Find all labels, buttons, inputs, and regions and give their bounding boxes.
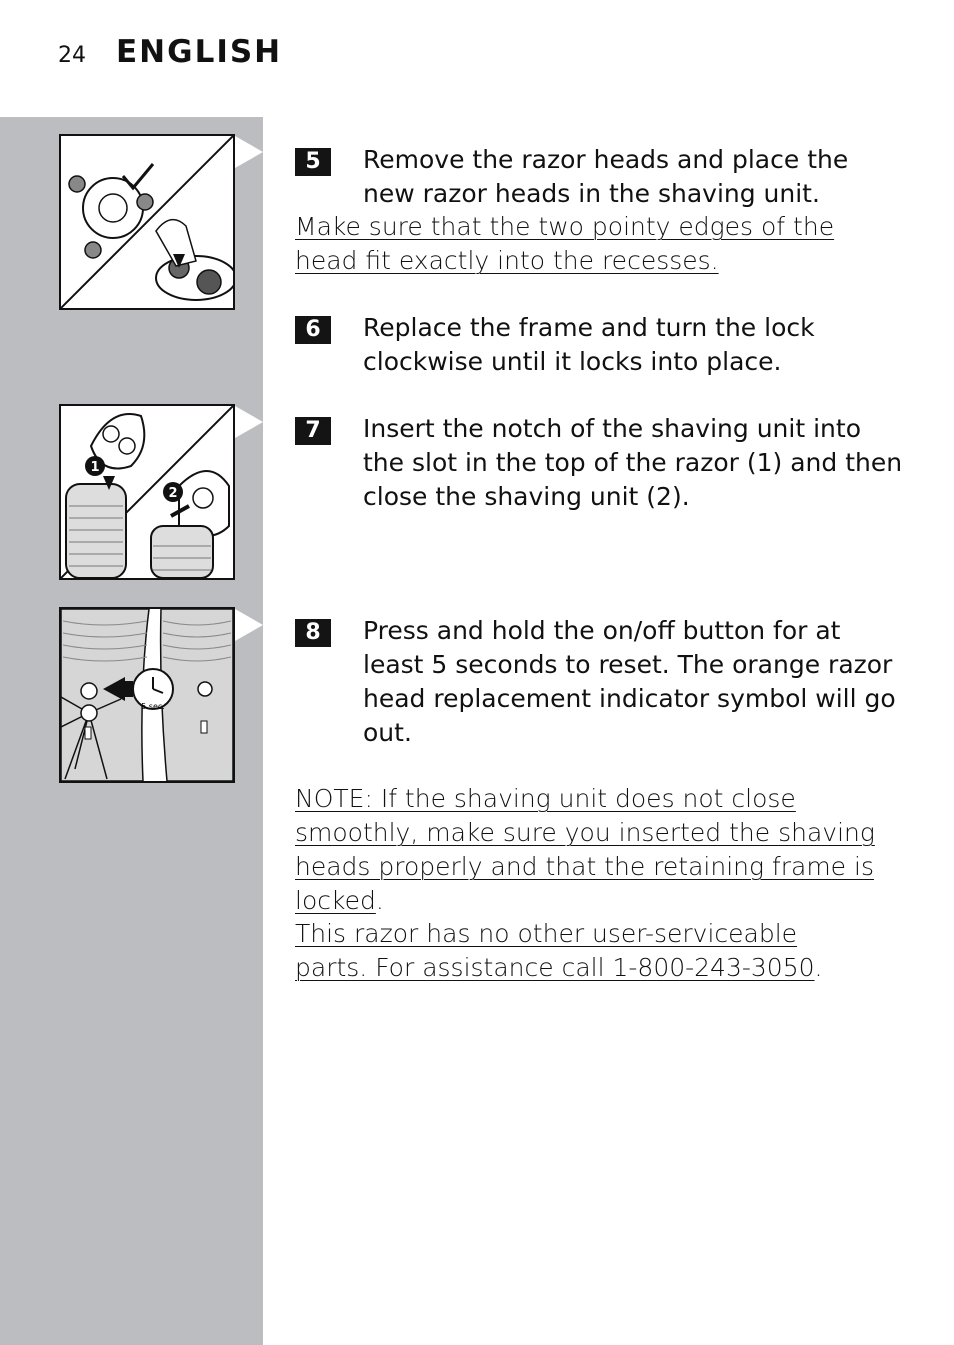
note-assistance xyxy=(295,917,875,985)
marker-2-label: 2 xyxy=(168,486,178,501)
note-smooth-close-text: NOTE: If the shaving unit does not close smoothly, make sure you inserted the shaving heads properly and that the retaining frame is locked xyxy=(295,784,875,915)
step-text: Remove the razor heads and place the new razor heads in the shaving unit. xyxy=(363,145,849,208)
power-icon xyxy=(81,683,97,699)
step-text: Press and hold the on/off button for at least 5 seconds to reset. The orange razor head replacement indicator symbol will go out. xyxy=(363,616,896,747)
step-6 xyxy=(295,311,905,379)
note-smooth-close-period: . xyxy=(375,886,384,915)
pointer-arrow xyxy=(235,136,263,168)
step-number-badge: 5 xyxy=(295,148,331,176)
step-number-badge: 6 xyxy=(295,316,331,344)
page-header xyxy=(58,34,282,70)
step-7 xyxy=(295,412,905,514)
step-number-badge: 7 xyxy=(295,417,331,445)
page-number: 24 xyxy=(58,43,86,68)
step-5 xyxy=(295,143,905,211)
illustration-razor-heads xyxy=(59,134,235,310)
note-assistance-period: . xyxy=(814,953,823,982)
note-head-fit-text: Make sure that the two pointy edges of the head fit exactly into the recesses. xyxy=(295,212,835,275)
note-head-fit xyxy=(295,210,895,278)
marker-1-label: 1 xyxy=(90,460,100,475)
illustration-insert-unit xyxy=(59,404,235,580)
note-smooth-close xyxy=(295,782,895,918)
section-title: ENGLISH xyxy=(116,34,283,70)
pointer-arrow xyxy=(235,609,263,641)
step-8 xyxy=(295,614,905,750)
power-icon xyxy=(198,682,212,696)
razor-heads-drawing xyxy=(61,136,233,308)
step-text: Replace the frame and turn the lock clockwise until it locks into place. xyxy=(363,313,815,376)
note-assistance-text: This razor has no other user-serviceable parts. For assistance call 1-800-243-3050 xyxy=(295,919,815,982)
illustration-reset-button xyxy=(59,607,235,783)
step-number-badge: 8 xyxy=(295,619,331,647)
pointer-arrow xyxy=(235,406,263,438)
step-text: Insert the notch of the shaving unit into the slot in the top of the razor (1) and then close the shaving unit (2). xyxy=(363,414,903,511)
timer-label: 5 sec. xyxy=(141,702,165,711)
